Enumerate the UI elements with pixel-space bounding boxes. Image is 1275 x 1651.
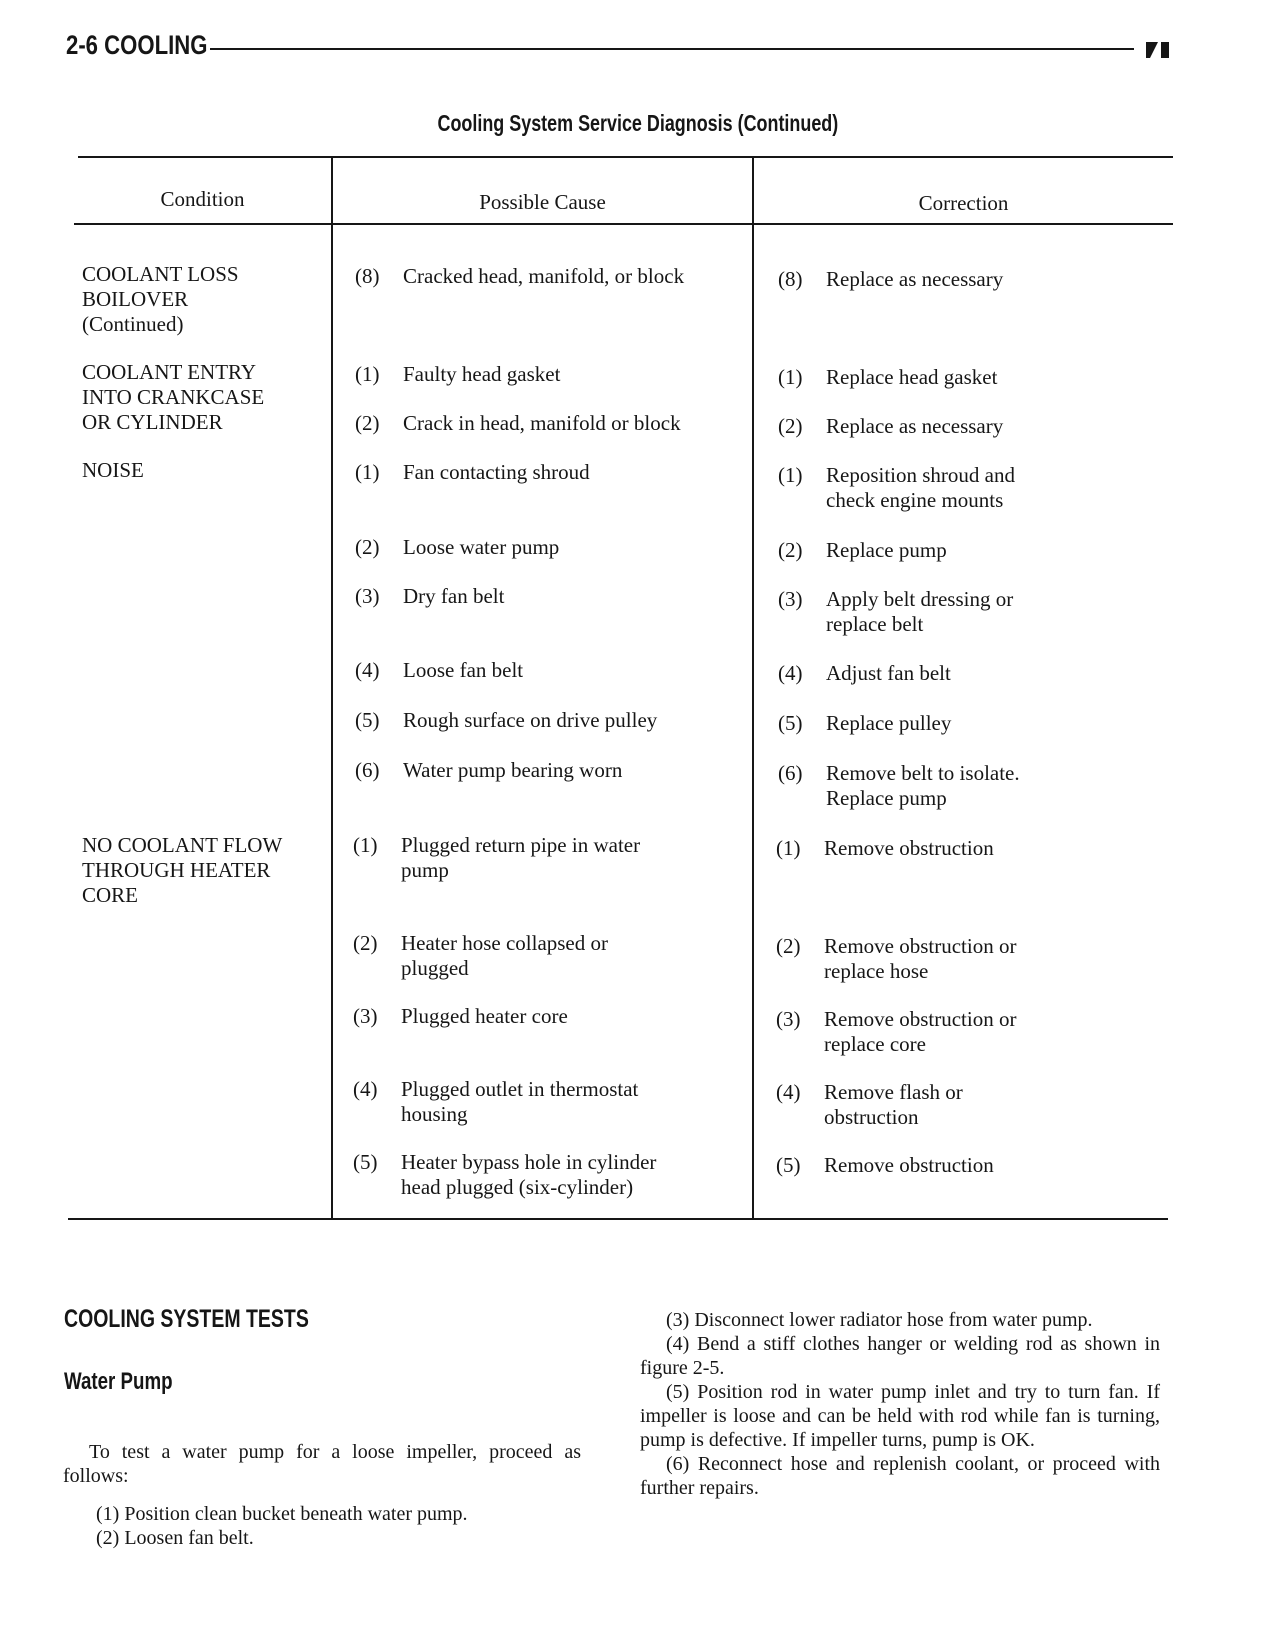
- condition-noise: NOISE: [82, 458, 144, 482]
- step-1: (1) Position clean bucket beneath water pump.: [96, 1503, 468, 1525]
- page-header: [66, 30, 1188, 66]
- step-5: (5) Position rod in water pump inlet and try to turn fan. If impeller is loose and can be held with rod while fan is turning, pump is defective. If impeller turns, pump is OK.: [640, 1381, 1160, 1451]
- section-heading: COOLING SYSTEM TESTS: [64, 1305, 309, 1333]
- steps-right: [640, 1308, 1160, 1500]
- table-divider-2: [752, 156, 754, 1219]
- column-header-condition: Condition: [160, 187, 245, 211]
- table-title: Cooling System Service Diagnosis (Continued): [437, 110, 838, 136]
- step-4: (4) Bend a stiff clothes hanger or welding rod as shown in figure 2-5.: [640, 1333, 1160, 1379]
- table-top-rule: [78, 156, 1173, 158]
- page-title: 2-6 COOLING: [66, 30, 208, 60]
- condition-no-coolant-flow: NO COOLANT FLOW THROUGH HEATER CORE: [82, 833, 283, 907]
- header-rule: [210, 48, 1134, 50]
- table-bottom-rule: [68, 1218, 1168, 1220]
- step-3: (3) Disconnect lower radiator hose from water pump.: [666, 1309, 1093, 1331]
- steps-left: [96, 1502, 468, 1550]
- subsection-heading: Water Pump: [64, 1368, 173, 1395]
- amc-logo-icon: [1146, 40, 1170, 60]
- step-6: (6) Reconnect hose and replenish coolant, or proceed with further repairs.: [640, 1453, 1160, 1499]
- column-header-possible-cause: Possible Cause: [479, 190, 606, 214]
- condition-coolant-entry: COOLANT ENTRY INTO CRANKCASE OR CYLINDER: [82, 360, 265, 434]
- column-header-correction: Correction: [918, 191, 1009, 215]
- step-2: (2) Loosen fan belt.: [96, 1527, 254, 1549]
- table-divider-1: [331, 156, 333, 1219]
- intro-paragraph: To test a water pump for a loose impeller, proceed as follows:: [63, 1441, 581, 1487]
- condition-coolant-loss: COOLANT LOSS BOILOVER (Continued): [82, 262, 239, 336]
- table-header-rule: [74, 223, 1173, 225]
